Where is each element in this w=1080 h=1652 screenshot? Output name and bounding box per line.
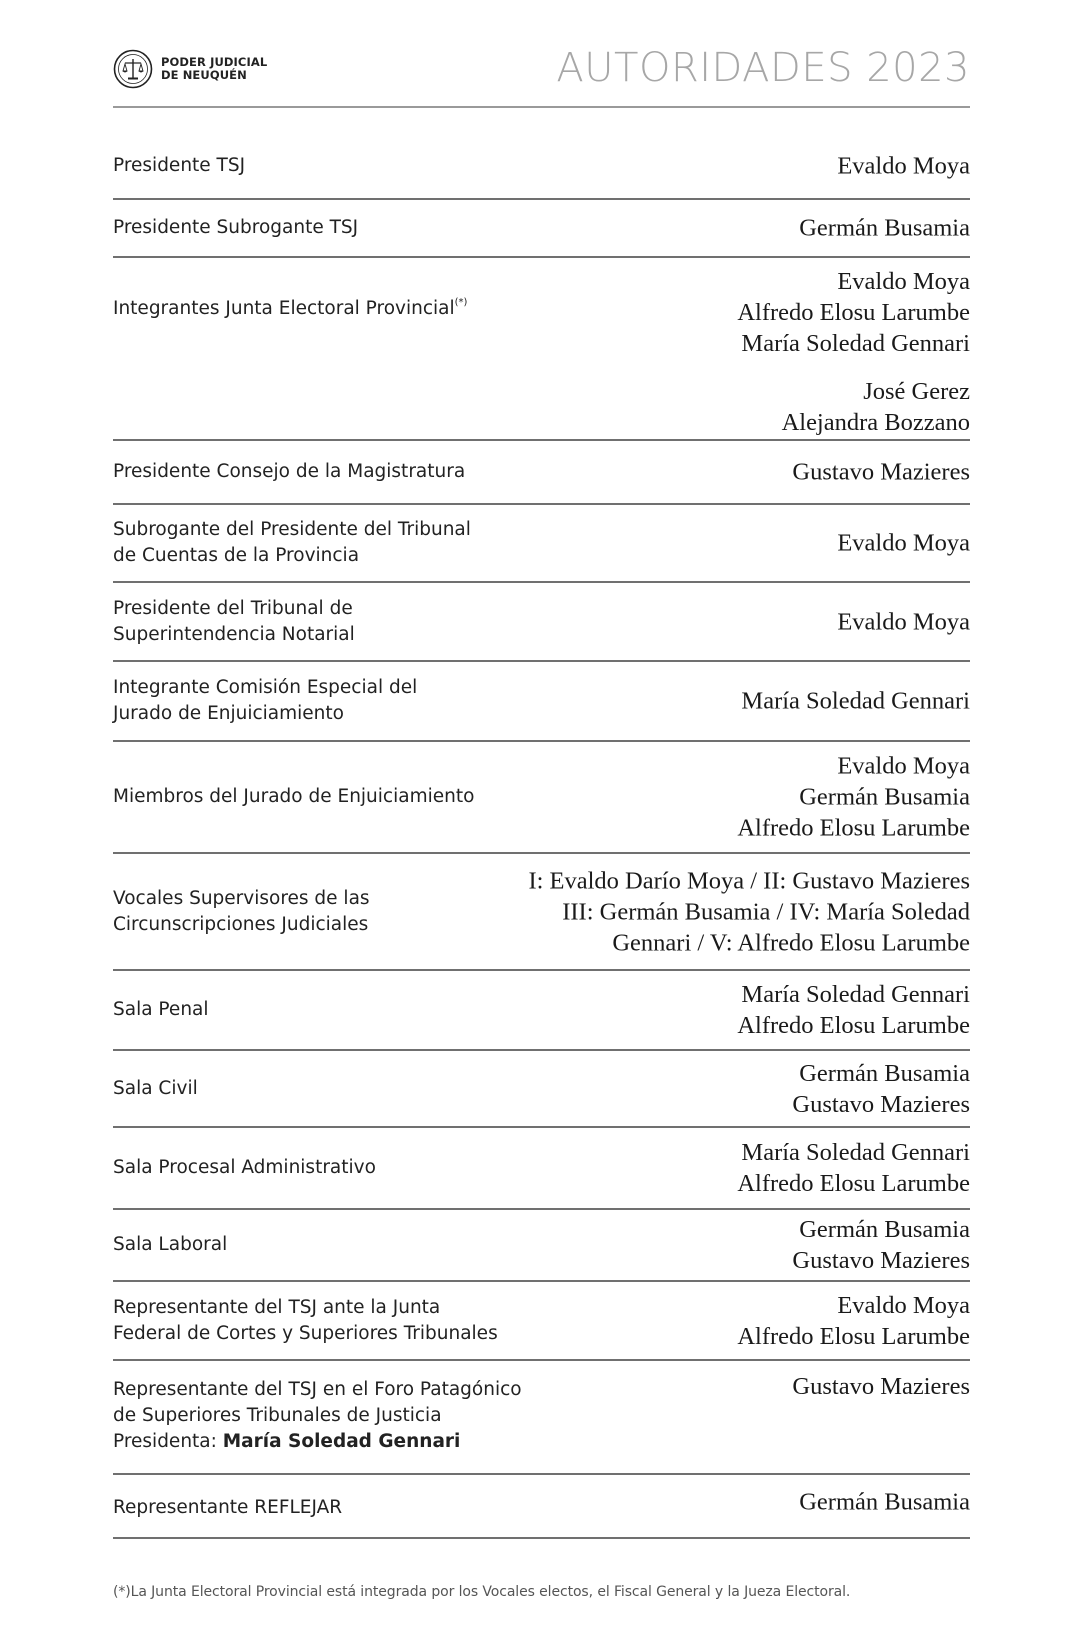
person-name: Evaldo Moya bbox=[837, 608, 970, 635]
role-line: Representante del TSJ ante la Junta bbox=[113, 1296, 441, 1318]
names-list bbox=[792, 457, 970, 488]
role-line: Superintendencia Notarial bbox=[113, 623, 355, 645]
role-label bbox=[113, 296, 533, 322]
role-label: Representante REFLEJAR bbox=[113, 1497, 343, 1518]
names-list bbox=[737, 979, 970, 1041]
table-row bbox=[113, 200, 970, 258]
person-name: I: Evaldo Darío Moya / II: Gustavo Mazieres bbox=[528, 867, 970, 894]
role-line: Integrante Comisión Especial del bbox=[113, 677, 418, 698]
person-name: Evaldo Moya bbox=[837, 152, 970, 180]
names-list bbox=[837, 528, 970, 559]
person-name: Gustavo Mazieres bbox=[792, 1090, 970, 1118]
role-line: Jurado de Enjuiciamiento bbox=[113, 703, 344, 724]
footnote-marker: (*) bbox=[454, 297, 468, 308]
table-row bbox=[113, 1051, 970, 1128]
footnote: (*)La Junta Electoral Provincial está integrada por los Vocales electos, el Fiscal General y la Jueza Electoral. bbox=[113, 1584, 851, 1600]
role-label: Sala Laboral bbox=[113, 1234, 228, 1255]
names-list bbox=[792, 1371, 970, 1402]
person-name: Gustavo Mazieres bbox=[792, 1373, 970, 1400]
table-row bbox=[113, 854, 970, 971]
names-list bbox=[737, 266, 970, 438]
logo-wordmark bbox=[161, 56, 267, 82]
names-list bbox=[737, 1290, 970, 1352]
person-name: Evaldo Moya bbox=[837, 1291, 970, 1319]
document-page bbox=[113, 0, 970, 1652]
person-name: Alfredo Elosu Larumbe bbox=[737, 1322, 970, 1350]
names-list bbox=[799, 213, 970, 244]
role-label bbox=[113, 596, 533, 648]
person-name: Alfredo Elosu Larumbe bbox=[737, 1012, 970, 1039]
table-row bbox=[113, 583, 970, 662]
spacer bbox=[737, 359, 970, 376]
table-row bbox=[113, 134, 970, 200]
role-label bbox=[113, 1377, 533, 1455]
role-line: Presidente del Tribunal de bbox=[113, 597, 353, 619]
role-extra-name: María Soledad Gennari bbox=[222, 1431, 461, 1452]
person-name: Alejandra Bozzano bbox=[781, 409, 970, 436]
role-label bbox=[113, 675, 533, 727]
table-row bbox=[113, 258, 970, 441]
person-name: María Soledad Gennari bbox=[741, 981, 970, 1008]
role-line: de Superiores Tribunales de Justicia bbox=[113, 1405, 442, 1426]
person-name: Germán Busamia bbox=[799, 783, 970, 811]
table-row bbox=[113, 1475, 970, 1539]
names-list bbox=[737, 1137, 970, 1199]
person-name: Germán Busamia bbox=[799, 214, 970, 242]
table-row bbox=[113, 505, 970, 583]
role-label: Miembros del Jurado de Enjuiciamiento bbox=[113, 786, 475, 807]
logo-line-1: PODER JUDICIAL bbox=[161, 55, 268, 69]
table-row bbox=[113, 441, 970, 505]
role-extra-label: Presidenta: bbox=[113, 1431, 223, 1452]
role-label: Sala Civil bbox=[113, 1077, 198, 1099]
role-label: Presidente Consejo de la Magistratura bbox=[113, 461, 466, 482]
table-row bbox=[113, 1361, 970, 1475]
names-list bbox=[837, 606, 970, 637]
role-label: Presidente Subrogante TSJ bbox=[113, 217, 359, 238]
person-name: Evaldo Moya bbox=[837, 268, 970, 295]
role-label bbox=[113, 517, 533, 569]
person-name: María Soledad Gennari bbox=[741, 330, 970, 357]
role-label: Sala Penal bbox=[113, 999, 209, 1020]
page-header bbox=[113, 42, 970, 108]
role-line: Subrogante del Presidente del Tribunal bbox=[113, 519, 471, 540]
names-list bbox=[799, 1487, 970, 1518]
role-line: Circunscripciones Judiciales bbox=[113, 913, 369, 935]
person-name: Evaldo Moya bbox=[837, 529, 970, 557]
person-name: Gustavo Mazieres bbox=[792, 1247, 970, 1274]
names-list bbox=[837, 151, 970, 182]
person-name: III: Germán Busamia / IV: María Soledad bbox=[562, 898, 970, 925]
table-row bbox=[113, 742, 970, 854]
table-row bbox=[113, 1128, 970, 1210]
names-list bbox=[528, 865, 970, 958]
authorities-table bbox=[113, 134, 970, 1539]
person-name: Germán Busamia bbox=[799, 1216, 970, 1243]
role-line: Federal de Cortes y Superiores Tribunales bbox=[113, 1322, 498, 1344]
person-name: Gustavo Mazieres bbox=[792, 458, 970, 486]
person-name: Germán Busamia bbox=[799, 1059, 970, 1087]
table-row bbox=[113, 971, 970, 1051]
court-seal-icon bbox=[113, 49, 153, 89]
role-text: Integrantes Junta Electoral Provincial bbox=[113, 298, 455, 319]
role-label bbox=[113, 1295, 533, 1347]
names-list bbox=[792, 1058, 970, 1120]
role-label: Presidente TSJ bbox=[113, 155, 246, 176]
person-name: Evaldo Moya bbox=[837, 752, 970, 780]
role-label: Sala Procesal Administrativo bbox=[113, 1157, 376, 1178]
role-line: de Cuentas de la Provincia bbox=[113, 545, 360, 566]
person-name: Germán Busamia bbox=[799, 1488, 970, 1516]
person-name: María Soledad Gennari bbox=[741, 687, 970, 715]
names-list bbox=[792, 1214, 970, 1276]
logo bbox=[113, 49, 267, 89]
table-row bbox=[113, 1282, 970, 1361]
names-list bbox=[737, 751, 970, 844]
person-name: Alfredo Elosu Larumbe bbox=[737, 299, 970, 326]
role-line: Representante del TSJ en el Foro Patagónico bbox=[113, 1379, 522, 1400]
person-name: Alfredo Elosu Larumbe bbox=[737, 814, 970, 842]
person-name: Gennari / V: Alfredo Elosu Larumbe bbox=[612, 929, 970, 956]
table-row bbox=[113, 662, 970, 742]
names-list bbox=[741, 686, 970, 717]
person-name: Alfredo Elosu Larumbe bbox=[737, 1170, 970, 1197]
role-label bbox=[113, 886, 533, 938]
table-row bbox=[113, 1210, 970, 1282]
person-name: José Gerez bbox=[863, 378, 970, 405]
role-line bbox=[113, 1429, 533, 1455]
role-line: Vocales Supervisores de las bbox=[113, 887, 370, 909]
logo-line-2: DE NEUQUÉN bbox=[161, 68, 247, 82]
page-title: AUTORIDADES 2023 bbox=[556, 45, 970, 91]
person-name: María Soledad Gennari bbox=[741, 1139, 970, 1166]
